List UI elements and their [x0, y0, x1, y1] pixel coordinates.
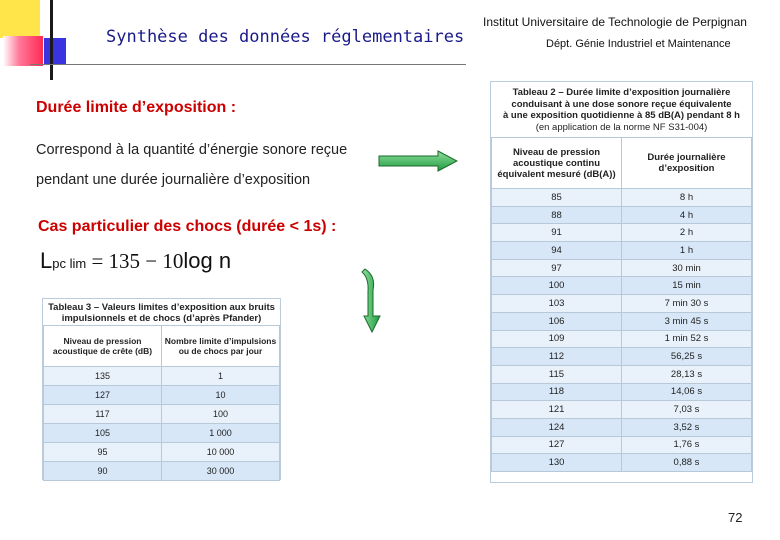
- table-cell: 15 min: [622, 277, 752, 295]
- decor-yellow-square: [0, 0, 40, 38]
- table2-caption-line: Tableau 2 – Durée limite d’exposition journalière: [512, 87, 731, 98]
- table2-grid: [491, 137, 752, 472]
- table-cell: 127: [492, 436, 622, 454]
- table-row: [492, 312, 752, 330]
- table-cell: 100: [492, 277, 622, 295]
- table2-caption: [491, 82, 752, 137]
- table-cell: 121: [492, 401, 622, 419]
- table-cell: 3 min 45 s: [622, 312, 752, 330]
- page-title: Synthèse des données réglementaires: [106, 27, 465, 47]
- table-cell: 1 min 52 s: [622, 330, 752, 348]
- formula-symbol: L: [40, 248, 53, 273]
- table-row: [492, 259, 752, 277]
- table-cell: 1,76 s: [622, 436, 752, 454]
- table2-header-level: Niveau de pression acoustique continu équivalent mesuré (dB(A)): [492, 138, 622, 189]
- table-cell: 109: [492, 330, 622, 348]
- table-cell: 88: [492, 206, 622, 224]
- table-cell: 127: [44, 386, 162, 405]
- table-cell: 106: [492, 312, 622, 330]
- table-cell: 4 h: [622, 206, 752, 224]
- table-cell: 103: [492, 295, 622, 313]
- table-row: [492, 206, 752, 224]
- table-row: [492, 330, 752, 348]
- table-row: [44, 443, 280, 462]
- table-cell: 8 h: [622, 189, 752, 207]
- table-row: [44, 462, 280, 481]
- table-row: [492, 418, 752, 436]
- arrow-down-icon: [361, 268, 383, 334]
- table-cell: 7 min 30 s: [622, 295, 752, 313]
- table-cell: 0,88 s: [622, 454, 752, 472]
- table-cell: 94: [492, 242, 622, 260]
- table-row: [492, 277, 752, 295]
- table-cell: 91: [492, 224, 622, 242]
- decor-red-bar: [3, 36, 43, 66]
- table-cell: 90: [44, 462, 162, 481]
- table-cell: 95: [44, 443, 162, 462]
- table-row: [44, 424, 280, 443]
- table-cell: 10 000: [162, 443, 280, 462]
- table-row: [492, 189, 752, 207]
- table-cell: 112: [492, 348, 622, 366]
- table-cell: 105: [44, 424, 162, 443]
- table3-caption-line: impulsionnels et de chocs (d’après Pfander): [61, 313, 262, 324]
- institution-name: Institut Universitaire de Technologie de Perpignan: [483, 15, 747, 29]
- table-cell: 135: [44, 367, 162, 386]
- formula-subscript: pc lim: [52, 256, 87, 271]
- impulse-limit-table: [42, 298, 281, 480]
- table-row: [44, 386, 280, 405]
- table2-caption-line: (en application de la norme NF S31-004): [535, 121, 708, 133]
- exposure-duration-table: [490, 81, 753, 483]
- header-divider: [30, 64, 466, 65]
- section-heading-exposure: Durée limite d’exposition :: [36, 99, 237, 116]
- table-cell: 7,03 s: [622, 401, 752, 419]
- definition-line-2: pendant une durée journalière d’exposition: [36, 172, 311, 188]
- formula-equation: = 135 − 10: [86, 249, 184, 273]
- table-cell: 115: [492, 365, 622, 383]
- table-cell: 118: [492, 383, 622, 401]
- decor-vertical-line: [50, 0, 53, 80]
- table-cell: 1 h: [622, 242, 752, 260]
- table-row: [492, 383, 752, 401]
- table-row: [492, 365, 752, 383]
- definition-line-1: Correspond à la quantité d’énergie sonore reçue: [36, 142, 348, 158]
- table-cell: 100: [162, 405, 280, 424]
- table2-caption-line: à une exposition quotidienne à 85 dB(A) pendant 8 h: [503, 110, 740, 121]
- table2-caption-line: conduisant à une dose sonore reçue équivalente: [511, 98, 732, 110]
- table-cell: 28,13 s: [622, 365, 752, 383]
- table-cell: 1 000: [162, 424, 280, 443]
- formula-log: log n: [183, 248, 232, 273]
- table-row: [44, 367, 280, 386]
- table-cell: 10: [162, 386, 280, 405]
- table-cell: 30 min: [622, 259, 752, 277]
- section-heading-shocks: Cas particulier des chocs (durée < 1s) :: [38, 218, 337, 235]
- department-name: Dépt. Génie Industriel et Maintenance: [546, 38, 731, 50]
- decor-blue-square: [44, 38, 66, 64]
- table-cell: 97: [492, 259, 622, 277]
- table-cell: 130: [492, 454, 622, 472]
- table-cell: 85: [492, 189, 622, 207]
- table3-grid: [43, 325, 280, 481]
- table-cell: 14,06 s: [622, 383, 752, 401]
- table-cell: 117: [44, 405, 162, 424]
- table3-caption: [43, 299, 280, 325]
- table-row: [492, 436, 752, 454]
- table-row: [492, 348, 752, 366]
- page-number: 72: [728, 510, 743, 525]
- arrow-right-icon: [378, 150, 458, 172]
- table-cell: 2 h: [622, 224, 752, 242]
- table-row: [492, 454, 752, 472]
- table-cell: 3,52 s: [622, 418, 752, 436]
- table-cell: 124: [492, 418, 622, 436]
- table2-header-duration: Durée journalière d’exposition: [622, 138, 752, 189]
- table-row: [44, 405, 280, 424]
- table-row: [492, 224, 752, 242]
- table3-header-count: Nombre limite d’impulsions ou de chocs par jour: [162, 326, 280, 367]
- table-cell: 1: [162, 367, 280, 386]
- table3-header-peak-level: Niveau de pression acoustique de crête (dB): [44, 326, 162, 367]
- table-row: [492, 295, 752, 313]
- table-row: [492, 401, 752, 419]
- table3-caption-line: Tableau 3 – Valeurs limites d’exposition aux bruits: [48, 302, 275, 313]
- table-cell: 56,25 s: [622, 348, 752, 366]
- table-cell: 30 000: [162, 462, 280, 481]
- shock-limit-formula: [40, 248, 231, 274]
- table-row: [492, 242, 752, 260]
